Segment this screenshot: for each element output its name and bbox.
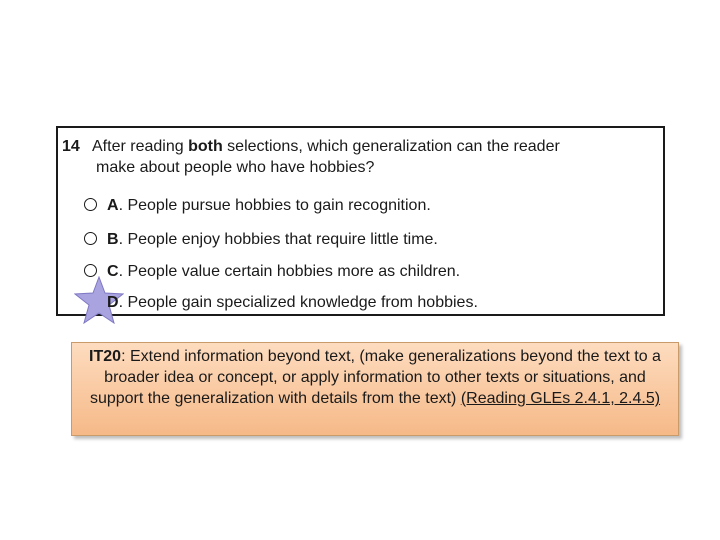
choice-d-text: . People gain specialized knowledge from hobbies. — [118, 294, 478, 311]
radio-b[interactable] — [84, 232, 97, 245]
choice-c-letter: C — [107, 263, 119, 280]
standard-reference: (Reading GLEs 2.4.1, 2.4.5) — [460, 390, 661, 407]
choice-b-letter: B — [107, 231, 119, 248]
question-number: 14 — [62, 138, 80, 155]
choice-c-text: . People value certain hobbies more as children. — [118, 263, 461, 280]
standard-callout — [71, 342, 679, 436]
stem-bold-word: both — [188, 138, 223, 155]
stem-part-1: After reading — [92, 138, 189, 155]
standard-description: : Extend information beyond text, (make generalizations beyond the text to a broader idea or concept, or apply information to other texts or situations, and support the generalization with details from the text) — [89, 348, 661, 407]
choice-d-letter: D — [107, 294, 119, 311]
choice-a-text: . People pursue hobbies to gain recognition. — [118, 197, 431, 214]
answer-choice-c[interactable] — [84, 262, 460, 282]
stem-part-2: selections, which generalization can the reader — [222, 138, 560, 155]
choice-a-letter: A — [107, 197, 119, 214]
stem-line-2: make about people who have hobbies? — [96, 159, 375, 176]
answer-choice-d[interactable] — [84, 293, 478, 313]
answer-choice-b[interactable] — [84, 230, 438, 250]
question-stem — [62, 136, 560, 178]
standard-code: IT20 — [89, 348, 122, 365]
radio-a[interactable] — [84, 198, 97, 211]
answer-choice-a[interactable] — [84, 196, 431, 216]
question-box — [56, 126, 665, 316]
choice-b-text: . People enjoy hobbies that require little time. — [118, 231, 438, 248]
